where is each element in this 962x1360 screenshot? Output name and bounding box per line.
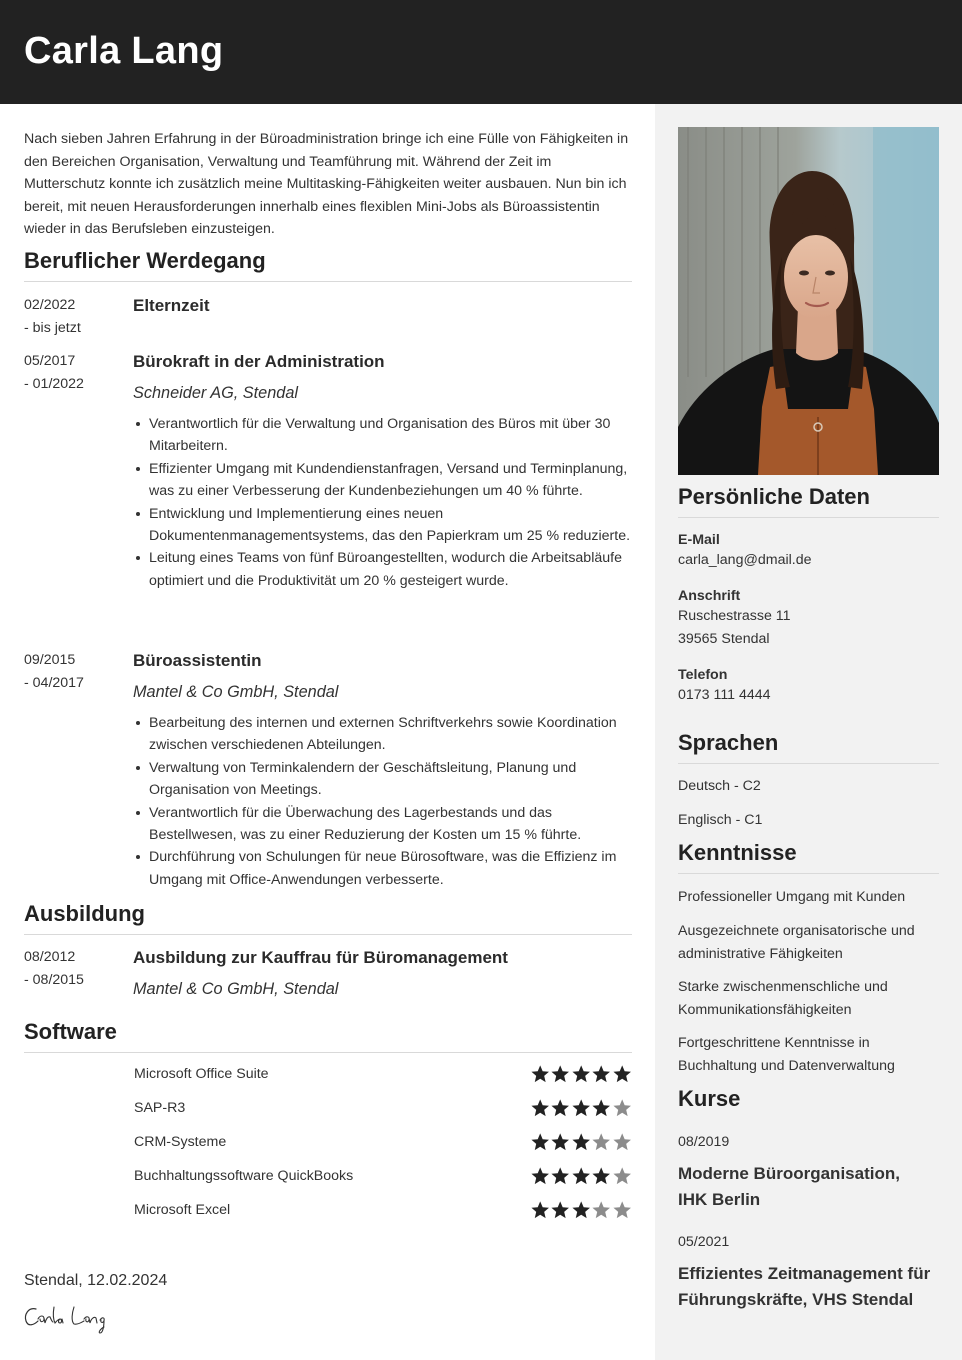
star-filled-icon — [571, 1199, 591, 1221]
section-title-languages: Sprachen — [678, 730, 939, 764]
star-filled-icon — [550, 1165, 570, 1187]
responsibility-list — [133, 712, 632, 891]
software-name: Microsoft Office Suite — [134, 1066, 269, 1082]
courses-section — [678, 1086, 939, 1119]
language-item: Englisch - C1 — [678, 812, 763, 828]
list-item: Effizienter Umgang mit Kundendienstanfragen, Versand und Terminplanung, was zu einer Verbesserung der Kundenbeziehungen um 40 % führte. — [133, 458, 632, 503]
entry-date — [24, 294, 133, 339]
software-row — [134, 1097, 632, 1119]
entry-body — [133, 294, 632, 339]
star-filled-icon — [591, 1165, 611, 1187]
list-item: Bearbeitung des internen und externen Schriftverkehrs sowie Koordination zwischen verschiedenen Abteilungen. — [133, 712, 632, 757]
main-column — [24, 104, 632, 241]
list-item: Verantwortlich für die Überwachung des Lagerbestands und das Bestellwesen, was zu einer Reduzierung der Kosten um 15 % führte. — [133, 802, 632, 847]
education-section — [24, 901, 632, 935]
skills-section — [678, 840, 939, 874]
star-filled-icon — [550, 1131, 570, 1153]
address-label: Anschrift — [678, 588, 741, 604]
entry-body — [133, 649, 632, 891]
language-item: Deutsch - C2 — [678, 778, 761, 794]
header-bar — [0, 0, 962, 104]
software-row — [134, 1199, 632, 1221]
place-date: Stendal, 12.02.2024 — [24, 1272, 168, 1289]
entry-date — [24, 946, 133, 1000]
star-filled-icon — [550, 1063, 570, 1085]
rating-stars — [530, 1165, 632, 1187]
star-filled-icon — [612, 1063, 632, 1085]
profile-summary: Nach sieben Jahren Erfahrung in der Büroadministration bringe ich eine Fülle von Fähigkeiten in den Bereichen Organisation, Verwaltung und Teamführung mit. Während der Zeit im Mutterschutz konnte ich zusätzlich meine Multitasking-Fähigkeiten weiter ausbauen. Nun bin ich bereit, mit neuen Herausforderungen innerhalb eines flexiblen Mini-Jobs als Büroassistentin wieder in das Berufsleben einzusteigen. — [24, 131, 629, 237]
skill-item: Fortgeschrittene Kenntnisse in Buchhaltung und Datenverwaltung — [678, 1035, 895, 1074]
section-title-software: Software — [24, 1019, 632, 1053]
date-to: - 08/2015 — [24, 971, 84, 988]
course-title: Effizientes Zeitmanagement für Führungskräfte, VHS Stendal — [678, 1264, 931, 1309]
address-street: Ruschestrasse 11 — [678, 608, 791, 624]
list-item: Durchführung von Schulungen für neue Bürosoftware, was die Effizienz im Umgang mit Office-Anwendungen verbesserte. — [133, 846, 632, 891]
star-empty-icon — [591, 1199, 611, 1221]
star-empty-icon — [612, 1165, 632, 1187]
email-label: E-Mail — [678, 532, 720, 548]
address-block — [678, 588, 939, 650]
phone-label: Telefon — [678, 667, 728, 683]
company-name: Mantel & Co GmbH, Stendal — [133, 683, 339, 701]
list-item: Entwicklung und Implementierung eines neuen Dokumentenmanagementsystems, das den Papierkram um 25 % reduzierte. — [133, 503, 632, 548]
languages-section — [678, 730, 939, 764]
star-filled-icon — [571, 1131, 591, 1153]
company-name: Schneider AG, Stendal — [133, 384, 299, 402]
skill-item: Ausgezeichnete organisatorische und administrative Fähigkeiten — [678, 923, 915, 962]
star-filled-icon — [591, 1097, 611, 1119]
rating-stars — [530, 1199, 632, 1221]
star-empty-icon — [591, 1131, 611, 1153]
date-to: - 04/2017 — [24, 674, 84, 691]
rating-stars — [530, 1097, 632, 1119]
email-block — [678, 532, 939, 572]
star-filled-icon — [530, 1131, 550, 1153]
software-name: Microsoft Excel — [134, 1202, 231, 1218]
date-from: 09/2015 — [24, 652, 76, 668]
date-from: 08/2012 — [24, 949, 76, 965]
entry-date — [24, 649, 133, 891]
address-city: 39565 Stendal — [678, 630, 770, 647]
star-filled-icon — [571, 1165, 591, 1187]
job-title: Bürokraft in der Administration — [133, 352, 385, 371]
star-filled-icon — [530, 1097, 550, 1119]
list-item: Verantwortlich für die Verwaltung und Organisation des Büros mit über 30 Mitarbeitern. — [133, 413, 632, 458]
section-title-skills: Kenntnisse — [678, 840, 939, 874]
course-date: 08/2019 — [678, 1134, 730, 1150]
experience-entry — [24, 350, 632, 592]
star-filled-icon — [591, 1063, 611, 1085]
software-section — [24, 1019, 632, 1053]
experience-entry — [24, 294, 632, 339]
email-value[interactable]: carla_lang@dmail.de — [678, 552, 812, 568]
personal-section — [678, 484, 939, 518]
entry-body — [133, 946, 632, 1000]
section-title-education: Ausbildung — [24, 901, 632, 935]
date-to: - bis jetzt — [24, 319, 81, 336]
date-from: 02/2022 — [24, 297, 76, 313]
date-to: - 01/2022 — [24, 375, 84, 392]
section-title-courses: Kurse — [678, 1086, 741, 1111]
signature — [22, 1301, 122, 1337]
star-filled-icon — [530, 1063, 550, 1085]
list-item: Leitung eines Teams von fünf Büroangestellten, wodurch die Arbeitsabläufe optimiert und die Produktivität um 20 % gesteigert wurde. — [133, 547, 632, 592]
star-filled-icon — [571, 1063, 591, 1085]
responsibility-list — [133, 413, 632, 592]
entry-date — [24, 350, 133, 592]
star-empty-icon — [612, 1199, 632, 1221]
experience-section — [24, 248, 632, 282]
star-filled-icon — [530, 1199, 550, 1221]
rating-stars — [530, 1131, 632, 1153]
software-row — [134, 1165, 632, 1187]
candidate-name: Carla Lang — [24, 30, 224, 72]
job-title: Büroassistentin — [133, 651, 262, 670]
degree-title: Ausbildung zur Kauffrau für Büromanagement — [133, 948, 508, 967]
software-name: SAP-R3 — [134, 1100, 186, 1116]
experience-entry — [24, 649, 632, 891]
software-name: CRM-Systeme — [134, 1134, 227, 1150]
school-name: Mantel & Co GmbH, Stendal — [133, 980, 339, 998]
star-filled-icon — [530, 1165, 550, 1187]
software-list — [24, 1063, 632, 1233]
software-row — [134, 1063, 632, 1085]
software-row — [134, 1131, 632, 1153]
list-item: Verwaltung von Terminkalendern der Geschäftsleitung, Planung und Organisation von Meetings. — [133, 757, 632, 802]
course-date: 05/2021 — [678, 1234, 730, 1250]
signature-graphic — [22, 1301, 122, 1337]
rating-stars — [530, 1063, 632, 1085]
star-empty-icon — [612, 1131, 632, 1153]
entry-body — [133, 350, 632, 592]
skill-item: Starke zwischenmenschliche und Kommunikationsfähigkeiten — [678, 979, 888, 1018]
star-filled-icon — [571, 1097, 591, 1119]
job-title: Elternzeit — [133, 296, 210, 315]
section-title-experience: Beruflicher Werdegang — [24, 248, 632, 282]
phone-value[interactable]: 0173 111 4444 — [678, 687, 771, 703]
course-title: Moderne Büroorganisation, IHK Berlin — [678, 1164, 900, 1209]
education-entry — [24, 946, 632, 1000]
portrait-image — [678, 127, 939, 475]
section-title-personal: Persönliche Daten — [678, 484, 939, 518]
star-filled-icon — [550, 1199, 570, 1221]
skill-item: Professioneller Umgang mit Kunden — [678, 889, 906, 905]
date-from: 05/2017 — [24, 353, 76, 369]
star-filled-icon — [550, 1097, 570, 1119]
star-empty-icon — [612, 1097, 632, 1119]
phone-block — [678, 667, 939, 707]
software-name: Buchhaltungssoftware QuickBooks — [134, 1168, 354, 1184]
profile-photo — [678, 127, 939, 475]
